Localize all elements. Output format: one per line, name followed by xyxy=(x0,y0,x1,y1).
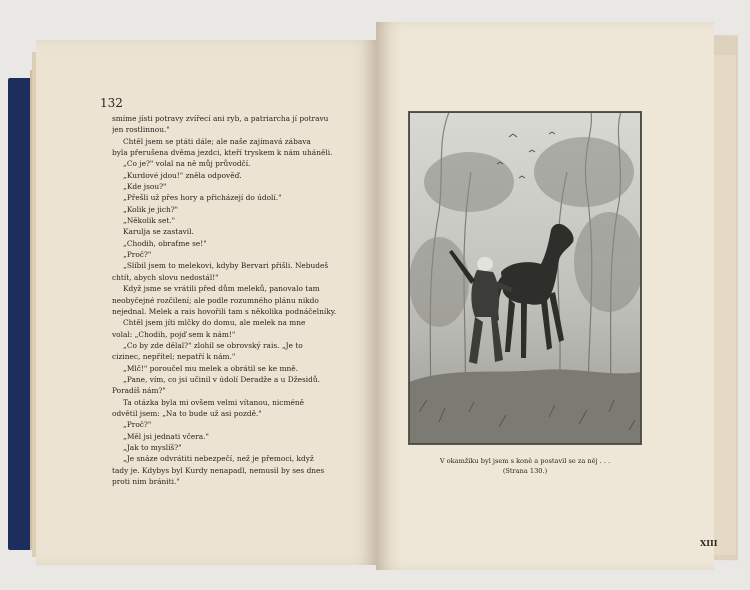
text-line: „Chodih, obraťme se!" xyxy=(123,238,207,248)
text-line: nejednal. Melek a rais hovořili tam s několika podnáčelníky. xyxy=(112,306,337,316)
text-line: „Co by zde dělal?" zlohil se obrovský rais. „Je to xyxy=(123,340,303,350)
text-line: „Kolik je jich?" xyxy=(123,204,179,214)
caption-page-ref: (Strana 130.) xyxy=(502,467,548,475)
text-line: proti nim brániti." xyxy=(112,477,180,486)
text-line: Chtěl jsem se ptáti dále; ale naše zajímavá zábava xyxy=(123,136,311,146)
illustration-engraving xyxy=(408,111,642,445)
text-line: „Jak to myslíš?" xyxy=(123,442,182,452)
text-line: chtít, abych slovu nedostál!" xyxy=(112,272,219,282)
text-line: odvětil jsem: „Na to bude už asi pozdě." xyxy=(112,408,262,418)
text-line: „Měl jsi jednati včera." xyxy=(123,431,209,441)
text-line: „Mlč!" poroučel mu melek a obrátil se ke mně. xyxy=(123,363,298,373)
text-line: Ta otázka byla mi ovšem velmi vítanou, nicméně xyxy=(123,397,304,407)
text-line: Chtěl jsem jíti mlčky do domu, ale melek na mne xyxy=(123,318,306,328)
caption-text: V okamžiku byl jsem s koně a postavil se za něj . . . xyxy=(439,457,611,465)
text-line: Karulja se zastavil. xyxy=(123,227,194,237)
text-line: „Co je?" volal na ně můj průvodčí. xyxy=(123,159,251,169)
text-line: neobyčejné rozčilení; ale podle rozumného plánu nikdo xyxy=(112,295,319,305)
page-number: 132 xyxy=(100,96,123,110)
signature-mark: XIII xyxy=(700,538,718,548)
text-line: Když jsme se vrátili před dům meleků, panovalo tam xyxy=(123,284,320,294)
illustration-caption xyxy=(418,456,632,476)
text-line: „Několik set." xyxy=(123,216,176,226)
text-line: „Přešli už přes hory a přicházejí do údolí." xyxy=(123,193,282,203)
text-line: Poradíš nám?" xyxy=(112,386,166,396)
page-text xyxy=(112,113,344,487)
text-line: smíme jísti potravy zvířecí ani ryb, a patriarcha jí potravu xyxy=(112,114,329,123)
text-line: byla přerušena dvěma jezdci, kteří tryskem k nám uháněli. xyxy=(112,148,333,158)
text-line: jen rostlinnou." xyxy=(112,125,170,135)
text-line: „Slíbil jsem to melekovi, kdyby Bervari přišli. Nebudeš xyxy=(123,261,329,271)
text-line: tady je. Kdybys byl Kurdy nenapadl, nemusil by ses dnes xyxy=(112,465,325,475)
text-line: „Proč?" xyxy=(123,250,152,260)
text-line: „Je snáze odvrátiti nebezpečí, než je přemoci, když xyxy=(123,454,314,464)
text-line: volal: „Chodih, pojď sem k nám!" xyxy=(112,329,236,339)
text-line: „Pane, vím, co jsi učinil v údolí Deradže a u Džesidů. xyxy=(123,374,320,384)
text-line: cizinec, nepřítel; nepatří k nám." xyxy=(112,352,236,362)
text-line: „Kde jsou?" xyxy=(123,182,167,192)
text-line: „Kurdové jdou!" zněla odpověď. xyxy=(123,170,242,180)
text-line: „Proč?" xyxy=(123,420,152,430)
rider-and-horse-illustration xyxy=(409,112,641,444)
